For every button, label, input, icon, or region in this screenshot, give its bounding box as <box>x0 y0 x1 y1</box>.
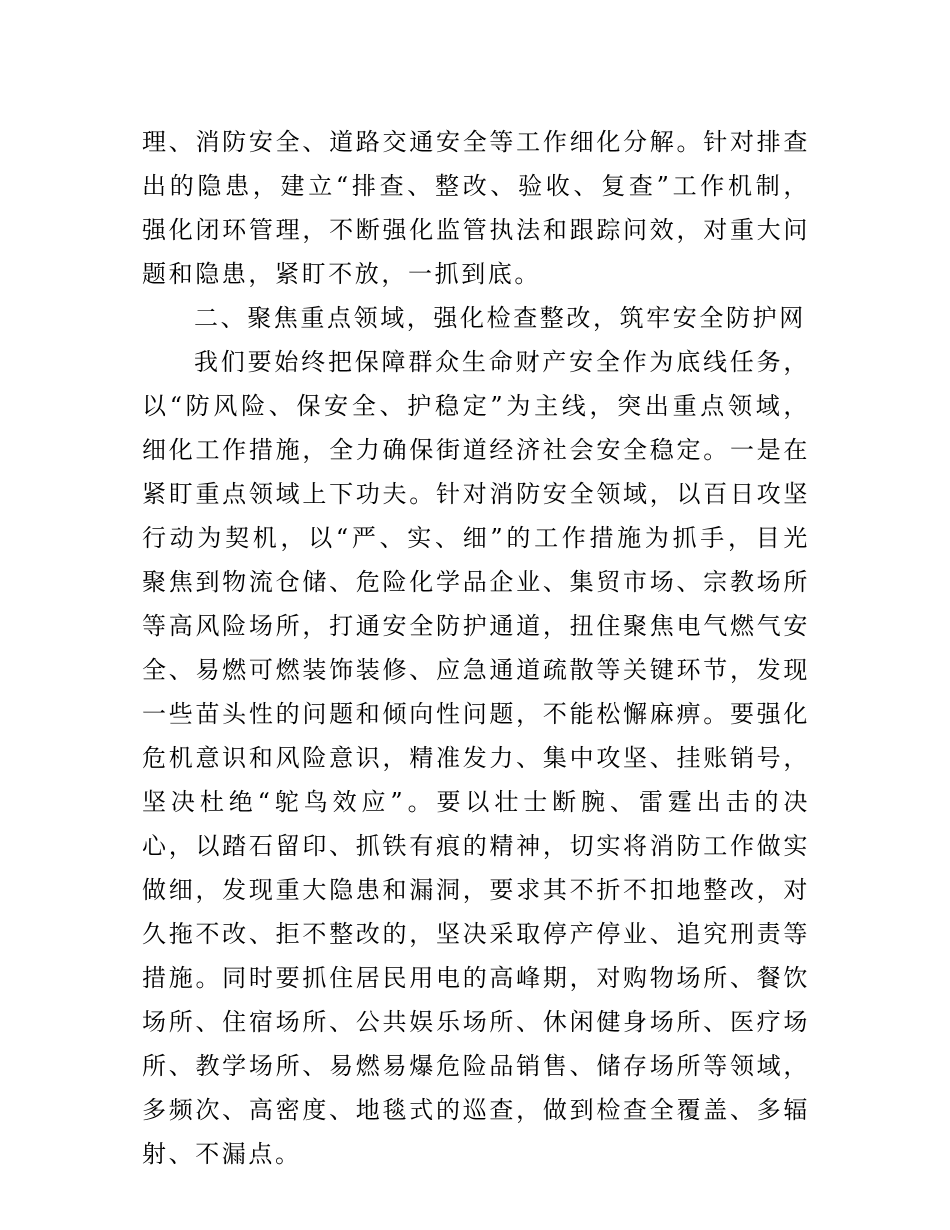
section-heading: 二、聚焦重点领域，强化检查整改，筑牢安全防护网 <box>194 304 806 332</box>
document-body <box>142 120 810 1176</box>
paragraph-body: 我们要始终把保障群众生命财产安全作为底线任务，以“防风险、保安全、护稳定”为主线，突出重点领域，细化工作措施，全力确保街道经济社会安全稳定。一是在紧盯重点领域上下功夫。针对消防安全领域，以百日攻坚行动为契机，以“严、实、细”的工作措施为抓手，目光聚焦到物流仓储、危险化学品企业、集贸市场、宗教场所等高风险场所，打通安全防护通道，扭住聚焦电气燃气安全、易燃可燃装饰装修、应急通道疏散等关键环节，发现一些苗头性的问题和倾向性问题，不能松懈麻痹。要强化危机意识和风险意识，精准发力、集中攻坚、挂账销号，坚决杜绝“鸵鸟效应”。要以壮士断腕、雷霆出击的决心，以踏石留印、抓铁有痕的精神，切实将消防工作做实做细，发现重大隐患和漏洞，要求其不折不扣地整改，对久拖不改、拒不整改的，坚决采取停产停业、追究刑责等措施。同时要抓住居民用电的高峰期，对购物场所、餐饮场所、住宿场所、公共娱乐场所、休闲健身场所、医疗场所、教学场所、易燃易爆危险品销售、储存场所等领域，多频次、高密度、地毯式的巡查，做到检查全覆盖、多辐射、不漏点。 <box>142 348 810 1168</box>
paragraph-continuation: 理、消防安全、道路交通安全等工作细化分解。针对排查出的隐患，建立“排查、整改、验收、复查”工作机制，强化闭环管理，不断强化监管执法和跟踪问效，对重大问题和隐患，紧盯不放，一抓到底。 <box>142 128 810 288</box>
